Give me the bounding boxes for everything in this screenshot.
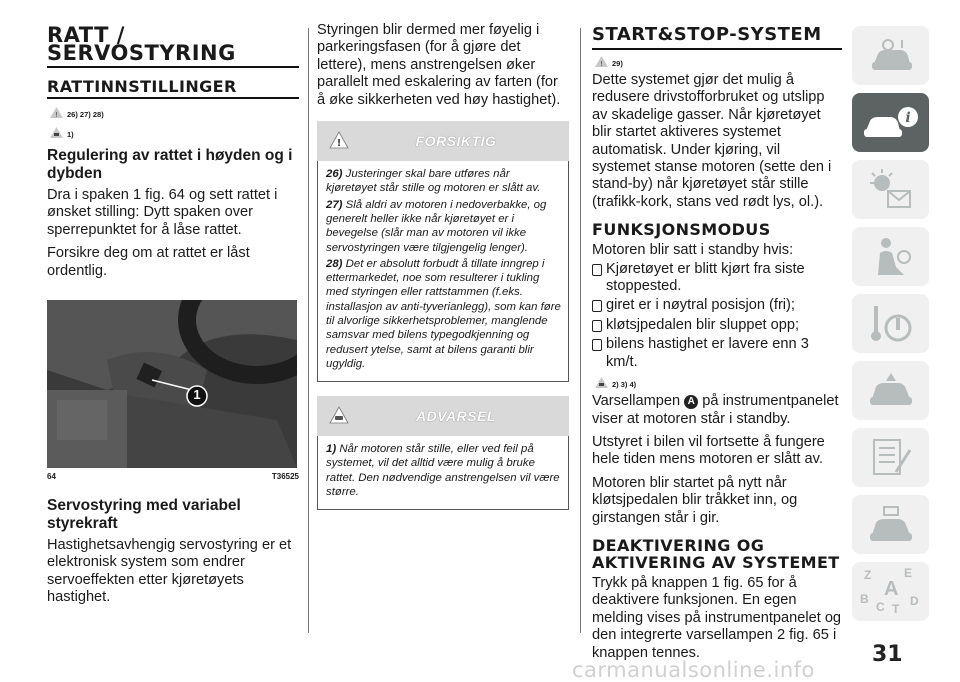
section-title: RATTINNSTILLINGER: [47, 78, 299, 99]
index-letter: A: [884, 578, 899, 600]
column-left: [47, 23, 299, 613]
index-letter: D: [910, 594, 919, 608]
note-refs: [49, 123, 299, 139]
column-middle: [317, 22, 569, 510]
figure-number: 64: [47, 472, 56, 482]
bullet-box-icon: [592, 339, 602, 351]
caution-item: [326, 167, 562, 196]
warning-header: [317, 396, 569, 436]
chapter-title: START&STOP-SYSTEM: [592, 26, 842, 50]
figure-caption: [47, 472, 299, 481]
column-right: [592, 26, 842, 668]
starting-driving-icon: [866, 302, 916, 346]
warning-item: [326, 442, 562, 499]
technical-data-icon: [866, 503, 916, 547]
watermark: carmanualsonline.info: [572, 658, 815, 682]
sidebar-tab-maintenance[interactable]: [852, 428, 929, 487]
paragraph: Dette systemet gjør det mulig å redusere drivstofforbruket og utslipp av skadelige gasser. Når kjøretøyet blir startet aktiveres systemet automatisk. Under kjøring, vil systemet stanse motoren (sette den i stand-by) når kjøretøyet står stille (trafikk-kork, stans ved rødt lys, ol.).: [592, 72, 832, 210]
car-warning-icon: [49, 126, 64, 139]
index-letter: C: [876, 600, 885, 614]
column-divider: [308, 28, 309, 633]
subheading-height-depth: Regulering av rattet i høyden og i dybden: [47, 147, 293, 182]
sidebar-tab-technical-data[interactable]: [852, 495, 929, 554]
warning-triangle-icon: [49, 106, 64, 119]
warning-triangle-icon: [594, 55, 609, 68]
sidebar-tab-dashboard[interactable]: [852, 26, 929, 85]
info-glyph: i: [904, 109, 911, 126]
svg-text:!: !: [600, 60, 603, 68]
steering-column-photo: [47, 300, 297, 468]
page-number: 31: [872, 642, 903, 667]
caution-item-text: Det er absolutt forbudt å tillate inngrep i ettermarkedet, noe som resulterer i tukling med styringen eller rattstammen (f.eks. installasjon av anti-tyverianlegg), som kan føre til alvorlige sikkerhetsproblemer, manglende samsvar med bilens typegodkjenning og redusert ytelse, samt at bilens garanti blir ugyldig.: [326, 257, 561, 370]
svg-text:!: !: [336, 138, 342, 150]
caution-title: FORSIKTIG: [415, 133, 497, 150]
sidebar-tab-index[interactable]: [852, 562, 929, 621]
caution-body: [317, 161, 569, 382]
paragraph: Dra i spaken 1 fig. 64 og sett rattet i ønsket stilling: Dytt spaken over sperrepunktet for å låse rattet.: [47, 187, 278, 238]
bullet-box-icon: [592, 264, 602, 276]
sidebar-tab-starting[interactable]: [852, 294, 929, 353]
car-dashboard-icon: [866, 36, 916, 76]
section-title: FUNKSJONSMODUS: [592, 220, 771, 240]
note-ref-numbers: 1): [67, 130, 74, 139]
warning-body: [317, 436, 569, 510]
paragraph-text: på instrumentpanelet viser at motoren står i standby.: [592, 393, 839, 427]
warning-triangle-icon: [329, 131, 349, 149]
list-item: [592, 261, 842, 296]
warning-title: ADVARSEL: [416, 408, 496, 425]
index-letter: E: [904, 566, 913, 580]
sidebar-tab-lights[interactable]: [852, 160, 929, 219]
note-refs: [594, 373, 842, 389]
list-item-text: Kjøretøyet er blitt kjørt fra siste stoppested.: [606, 260, 805, 295]
figure-callout-1: 1: [193, 387, 201, 403]
car-info-icon: [862, 103, 920, 143]
paragraph: Hastighetsavhengig servostyring er et elektronisk system som endrer servoeffekten etter kjøretøyets hastighet.: [47, 537, 292, 606]
paragraph-text: Varsellampen: [592, 393, 681, 410]
list-item-text: bilens hastighet er lavere enn 3 km/t.: [606, 336, 809, 370]
caution-item-text: Justeringer skal bare utføres når kjøretøyet står stille og motoren er slått av.: [326, 168, 541, 195]
caution-item-num: 28): [326, 257, 343, 270]
warning-refs: [594, 52, 842, 68]
warning-ref-numbers: 26) 27) 28): [67, 110, 104, 119]
sidebar-tab-emergency[interactable]: [852, 361, 929, 420]
index-letter: B: [860, 592, 869, 606]
caution-header: [317, 121, 569, 161]
list-item: [592, 336, 842, 371]
caution-item: [326, 198, 562, 255]
paragraph: Forsikre deg om at rattet er låst ordentlig.: [47, 245, 250, 279]
paragraph: Styringen blir dermed mer føyelig i parkeringsfasen (for å gjøre det lettere), mens anstrengelsen øker parallelt med eskalering av farten (for å øke sikkerheten ved høy hastighet).: [317, 22, 561, 108]
chapter-sidebar: [852, 26, 929, 629]
bullet-box-icon: [592, 300, 602, 312]
auto-stop-warning-light-icon: A: [684, 395, 698, 409]
car-warning-icon: [594, 376, 609, 389]
index-letter: Z: [864, 568, 872, 582]
sidebar-tab-safety[interactable]: [852, 227, 929, 286]
caution-box: [317, 121, 569, 382]
list-item: [592, 297, 842, 314]
warning-item-num: 1): [326, 443, 337, 456]
warning-item-text: Når motoren står stille, eller ved feil på systemet, vil det alltid være mulig å bruke rattet. Den nødvendige anstrengelsen vil være større.: [326, 443, 560, 499]
warning-box: [317, 396, 569, 510]
paragraph: Trykk på knappen 1 fig. 65 for å deaktivere funksjonen. En egen melding vises på instrumentpanelet og den integrerte varsellampen 2 fig. 65 i knappen tennes.: [592, 574, 842, 661]
maintenance-icon: [866, 436, 916, 480]
paragraph: Motoren blir startet på nytt når kløtsjpedalen blir tråkket inn, og girstangen står i gir.: [592, 474, 798, 526]
warning-refs: [49, 103, 299, 119]
car-warning-icon: [329, 406, 349, 424]
svg-text:!: !: [55, 111, 58, 119]
list-item-text: kløtsjpedalen blir sluppet opp;: [606, 316, 800, 333]
paragraph: Motoren blir satt i standby hvis:: [592, 242, 794, 259]
section-title: DEAKTIVERING OG AKTIVERING AV SYSTEMET: [592, 535, 840, 572]
paragraph: [592, 393, 842, 428]
list-item-text: giret er i nøytral posisjon (fri);: [606, 297, 795, 314]
caution-item: [326, 257, 562, 371]
index-letter: T: [892, 602, 900, 616]
chapter-title: RATT / SERVOSTYRING: [47, 26, 299, 68]
paragraph: Utstyret i bilen vil fortsette å fungere hele tiden mens motoren er slått av.: [592, 433, 825, 468]
emergency-icon: [866, 371, 916, 411]
subheading-servo: Servostyring med variabel styrekraft: [47, 497, 241, 533]
lights-signals-icon: [866, 167, 916, 213]
steering-wheel-illustration: [47, 300, 297, 468]
bullet-box-icon: [592, 320, 602, 332]
note-ref-numbers: 2) 3) 4): [612, 380, 637, 390]
figure-code: T36525: [271, 472, 299, 482]
warning-ref-numbers: 29): [612, 59, 623, 68]
sidebar-tab-getting-to-know[interactable]: [852, 93, 929, 152]
column-divider: [580, 28, 581, 633]
safety-airbag-icon: [866, 235, 916, 279]
caution-item-num: 26): [326, 168, 343, 181]
caution-item-text: Slå aldri av motoren i nedoverbakke, og generelt heller ikke når kjøretøyet er i bevegelse (slår man av motoren vil ikke servostyringen være tilgjengelig lenger).: [326, 198, 547, 254]
list-item: [592, 317, 842, 334]
caution-item-num: 27): [326, 198, 343, 211]
